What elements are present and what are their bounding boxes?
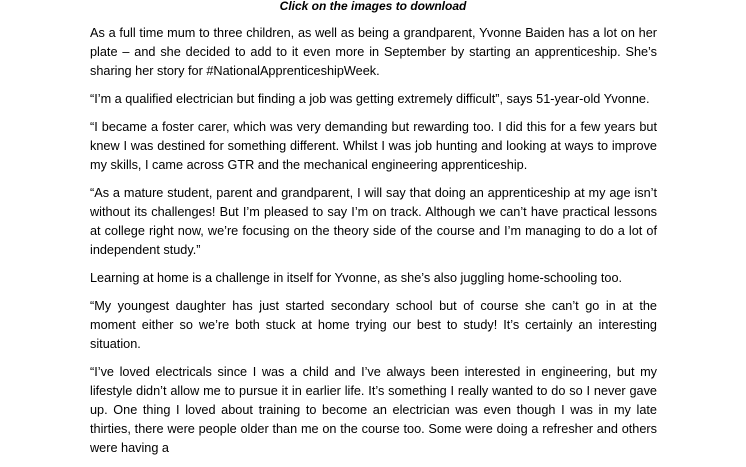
download-caption: Click on the images to download (279, 0, 467, 13)
paragraph-quote-electrician: “I’m a qualified electrician but finding a job was getting extremely difficult”, says 51-year-old Yvonne. (90, 92, 650, 106)
paragraph-learning-at-home: Learning at home is a challenge in itself for Yvonne, as she’s also juggling home-schooling too. (90, 271, 623, 285)
paragraph-youngest-daughter: “My youngest daughter has just started secondary school but of course she can’t go in at the moment either so we’re both stuck at home trying our best to study! It’s certainly an interesting situation. (90, 299, 657, 351)
paragraph-mature-student: “As a mature student, parent and grandparent, I will say that doing an apprenticeship at my age isn’t without its challenges! But I’m pleased to say I’m on track. Although we can’t have practical lessons at college right now, we’re focusing on the theory side of the course and I’m managing to do a lot of independent study.” (90, 186, 657, 257)
article-body (90, 24, 657, 467)
paragraph-loved-electricals: “I’ve loved electricals since I was a child and I’ve always been interested in engineering, but my lifestyle didn’t allow me to pursue it in earlier life. It’s something I really wanted to do so I never gave up. One thing I loved about training to become an electrician was even though I was in my late thirties, there were people older than me on the course too. Some were doing a refresher and others were having a (90, 365, 657, 455)
paragraph-intro: As a full time mum to three children, as well as being a grandparent, Yvonne Baiden has a lot on her plate – and she decided to add to it even more in September by starting an apprenticeship. She’s sharing her story for #NationalApprenticeshipWeek. (90, 26, 657, 78)
paragraph-foster-carer: “I became a foster carer, which was very demanding but rewarding too. I did this for a few years but knew I was destined for something different. Whilst I was job hunting and looking at ways to improve my skills, I came across GTR and the mechanical engineering apprenticeship. (90, 120, 657, 172)
